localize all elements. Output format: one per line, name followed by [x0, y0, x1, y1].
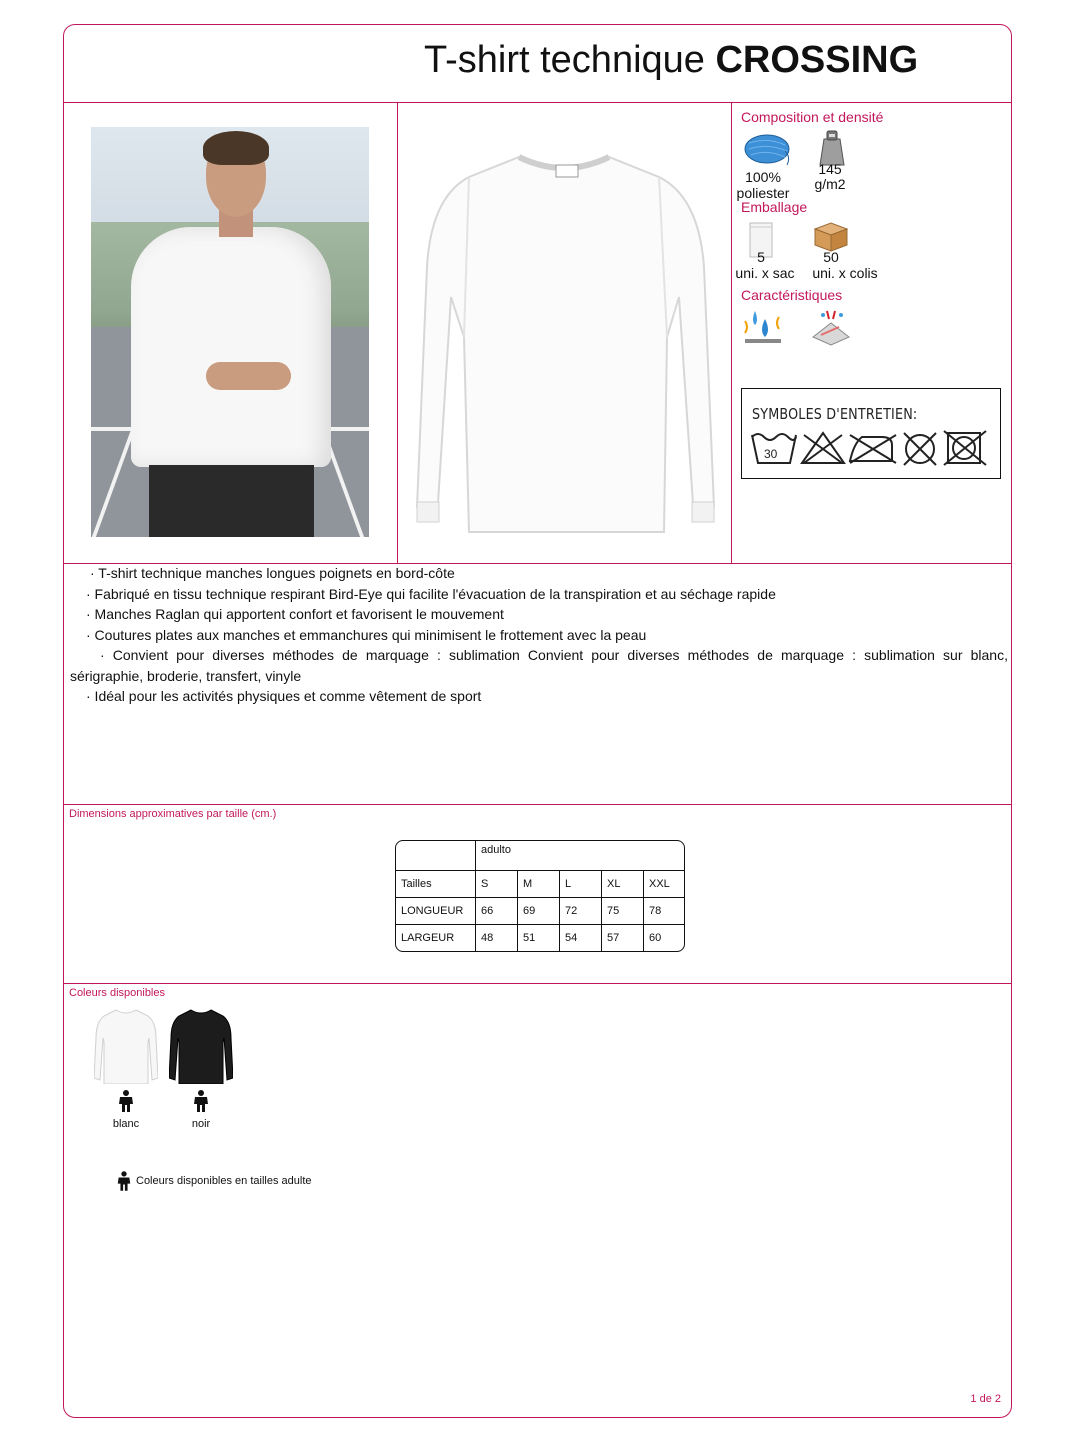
no-iron-icon	[850, 435, 896, 463]
size-header: Tailles	[396, 871, 476, 898]
table-cell: 72	[560, 898, 602, 925]
divider	[64, 102, 1011, 103]
description-line: · T-shirt technique manches longues poignets en bord-côte	[90, 565, 455, 581]
table-row	[396, 898, 684, 925]
table-cell: 69	[518, 898, 560, 925]
wash-temp: 30	[764, 447, 778, 461]
care-title: SYMBOLES D'ENTRETIEN:	[752, 405, 918, 423]
description	[70, 563, 1008, 707]
description-line: · Coutures plates aux manches et emmanchures qui minimisent le frottement avec la peau	[86, 626, 647, 643]
model-photo	[91, 127, 369, 537]
shirt-black-image	[169, 1008, 233, 1084]
color-name: blanc	[112, 1118, 140, 1130]
features-title: Caractéristiques	[741, 287, 843, 303]
divider	[397, 102, 398, 563]
divider	[64, 804, 1011, 805]
weight-unit: g/m2	[814, 176, 846, 192]
size-label: L	[560, 871, 602, 898]
table-cell: 75	[602, 898, 644, 925]
description-line: · Idéal pour les activités physiques et comme vêtement de sport	[86, 688, 482, 704]
description-line: · Manches Raglan qui apportent confort et favorisent le mouvement	[86, 606, 504, 622]
size-table	[395, 840, 685, 952]
dimensions-title: Dimensions approximatives par taille (cm.)	[69, 808, 277, 820]
packaging-title: Emballage	[741, 199, 808, 215]
table-cell: 51	[518, 925, 560, 951]
row-label: LONGUEUR	[396, 898, 476, 925]
description-line: · Fabriqué en tissu technique respirant Bird-Eye qui facilite l'évacuation de la transpiration et au séchage rapide	[86, 585, 776, 602]
colors-title: Coleurs disponibles	[69, 987, 165, 999]
row-label: LARGEUR	[396, 925, 476, 951]
table-cell: 78	[644, 898, 684, 925]
table-cell: 57	[602, 925, 644, 951]
page-number: 1 de 2	[970, 1393, 1001, 1405]
page-title	[424, 39, 918, 82]
box-value: 50	[823, 249, 839, 265]
color-name: noir	[191, 1118, 211, 1130]
size-label: XXL	[644, 871, 684, 898]
product-shirt-image	[409, 147, 719, 542]
no-tumble-dry-icon	[944, 431, 986, 465]
adult-person-icon	[116, 1170, 132, 1192]
size-label: XL	[602, 871, 644, 898]
divider	[64, 983, 1011, 984]
table-cell: 60	[649, 932, 662, 944]
material-value: 100%	[745, 169, 781, 185]
no-dry-clean-icon	[904, 433, 936, 465]
size-group: adulto	[476, 841, 684, 871]
title-bold: CROSSING	[715, 39, 919, 81]
color-swatch-noir	[169, 1008, 233, 1148]
table-cell: 54	[560, 925, 602, 951]
color-swatch-blanc	[94, 1008, 158, 1148]
adult-person-icon	[117, 1090, 135, 1112]
adult-person-icon	[192, 1090, 210, 1112]
weight-value: 145	[818, 161, 842, 177]
product-sheet	[63, 24, 1012, 1418]
quick-dry-icon	[809, 307, 853, 347]
no-bleach-icon	[802, 433, 844, 463]
composition-title: Composition et densité	[741, 109, 884, 125]
breathable-icon	[741, 307, 785, 347]
legend-text: Coleurs disponibles en tailles adulte	[136, 1175, 312, 1187]
bag-value: 5	[757, 249, 765, 265]
care-symbols-box	[741, 388, 1001, 479]
table-cell: 66	[476, 898, 518, 925]
color-legend	[116, 1170, 312, 1192]
care-symbols-row	[750, 429, 994, 467]
title-regular: T-shirt technique	[424, 39, 716, 81]
thread-spool-icon	[741, 131, 793, 167]
shirt-white-image	[94, 1008, 158, 1084]
material-unit: poliester	[736, 185, 790, 201]
divider	[731, 102, 732, 563]
description-line: · Convient pour diverses méthodes de marquage : sublimation Convient pour diverses méthodes de marquage : sublimation sur blanc, sérigraphie, broderie, transfert, vinyle	[70, 647, 1008, 684]
size-label: S	[476, 871, 518, 898]
size-label: M	[518, 871, 560, 898]
bag-unit: uni. x sac	[735, 265, 795, 281]
table-row	[396, 925, 684, 951]
table-cell: 48	[476, 925, 518, 951]
box-unit: uni. x colis	[812, 265, 878, 281]
